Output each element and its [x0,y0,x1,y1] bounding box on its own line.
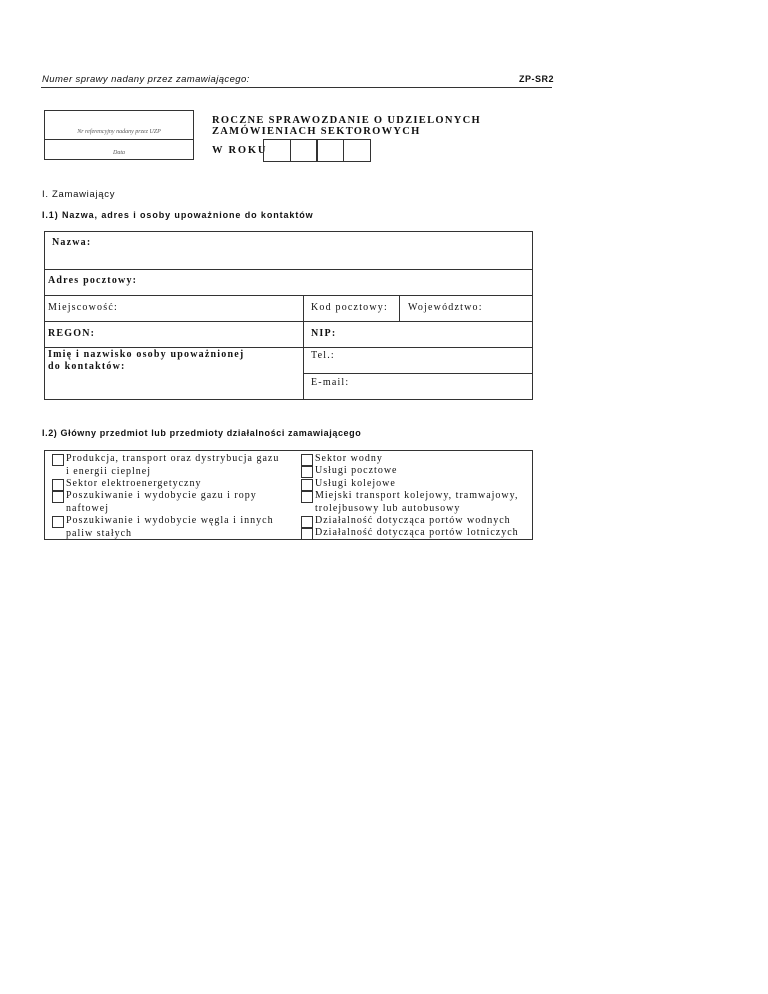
reference-box [44,110,194,160]
nip-field[interactable] [303,321,532,347]
activity-rail-line1: Usługi kolejowe [315,478,396,489]
activity-electricity [66,478,202,491]
email-label: E-mail: [311,377,350,388]
activity-oil-gas-extraction-line1: Poszukiwanie i wydobycie gazu i ropy [66,490,257,501]
reference-number-label: Nr referencyjny nadany przez UZP [77,129,161,135]
activity-checkbox-electricity[interactable] [52,479,64,491]
phone-field[interactable] [303,347,532,373]
year-digit-3-field[interactable] [316,139,344,162]
activity-checkbox-gas-heat[interactable] [52,454,64,466]
activity-seaports-line1: Działalność dotycząca portów wodnych [315,515,511,526]
activity-checkbox-water[interactable] [301,454,313,466]
activity-airports [315,527,519,540]
name-field[interactable] [45,232,532,269]
province-field[interactable] [399,295,532,321]
city-label: Miejscowość: [48,302,118,313]
activity-oil-gas-extraction [66,490,257,515]
year-label: W ROKU [212,145,268,156]
case-number-label: Numer sprawy nadany przez zamawiającego: [42,74,250,85]
activity-gas-heat-line1: Produkcja, transport oraz dystrybucja gazu [66,453,280,464]
activity-rail [315,478,396,491]
year-digit-4-field[interactable] [343,139,371,162]
activity-section-heading: I.2) Główny przedmiot lub przedmioty działalności zamawiającego [42,428,362,438]
activity-checkbox-postal[interactable] [301,466,313,478]
header-divider [41,87,552,88]
address-label: Adres pocztowy: [48,275,138,286]
form-code: ZP-SR2 [519,74,555,84]
activity-checkbox-airports[interactable] [301,528,313,540]
activity-oil-gas-extraction-line2: naftowej [66,502,109,514]
activity-postal-line1: Usługi pocztowe [315,465,398,476]
regon-label: REGON: [48,328,96,339]
city-field[interactable] [45,295,303,321]
year-digit-2-field[interactable] [290,139,318,162]
section-subheading: I.1) Nazwa, adres i osoby upoważnione do kontaktów [42,210,314,220]
section-heading: I. Zamawiający [42,189,116,200]
activity-urban-transport-line1: Miejski transport kolejowy, tramwajowy, [315,490,519,501]
year-digit-1-field[interactable] [263,139,291,162]
activity-water-line1: Sektor wodny [315,453,383,464]
activity-gas-heat [66,453,279,478]
phone-label: Tel.: [311,350,335,361]
activity-checkbox-urban-transport[interactable] [301,491,313,503]
activity-urban-transport-line2: trolejbusowy lub autobusowy [315,502,461,514]
activity-checkbox-seaports[interactable] [301,516,313,528]
activity-checkbox-oil-gas-extraction[interactable] [52,491,64,503]
report-title-line1: ROCZNE SPRAWOZDANIE O UDZIELONYCH [212,115,481,126]
report-title-line2: ZAMÓWIENIACH SEKTOROWYCH [212,126,421,137]
contact-table [44,231,533,400]
activity-postal [315,465,398,478]
activity-electricity-line1: Sektor elektroenergetyczny [66,478,202,489]
reference-divider [45,139,193,140]
name-label: Nazwa: [52,237,92,248]
contact-person-label-line2: do kontaktów: [48,361,126,372]
activity-coal-extraction [66,515,274,540]
postal-code-field[interactable] [303,295,399,321]
activity-airports-line1: Działalność dotycząca portów lotniczych [315,527,519,538]
activity-gas-heat-line2: i energii cieplnej [66,465,152,477]
address-field[interactable] [45,269,532,295]
date-label: Data [113,150,125,156]
regon-field[interactable] [45,321,303,347]
email-field[interactable] [303,373,532,399]
nip-label: NIP: [311,328,337,339]
postal-code-label: Kod pocztowy: [311,302,388,313]
contact-person-label-line1: Imię i nazwisko osoby upoważnionej [48,349,245,360]
contact-person-field[interactable] [45,347,303,399]
activity-checkbox-coal-extraction[interactable] [52,516,64,528]
activity-checkbox-rail[interactable] [301,479,313,491]
activity-coal-extraction-line2: paliw stałych [66,527,133,539]
activity-coal-extraction-line1: Poszukiwanie i wydobycie węgla i innych [66,515,274,526]
activity-urban-transport [315,490,519,515]
province-label: Województwo: [408,302,483,313]
activity-seaports [315,515,511,528]
activity-water [315,453,383,466]
